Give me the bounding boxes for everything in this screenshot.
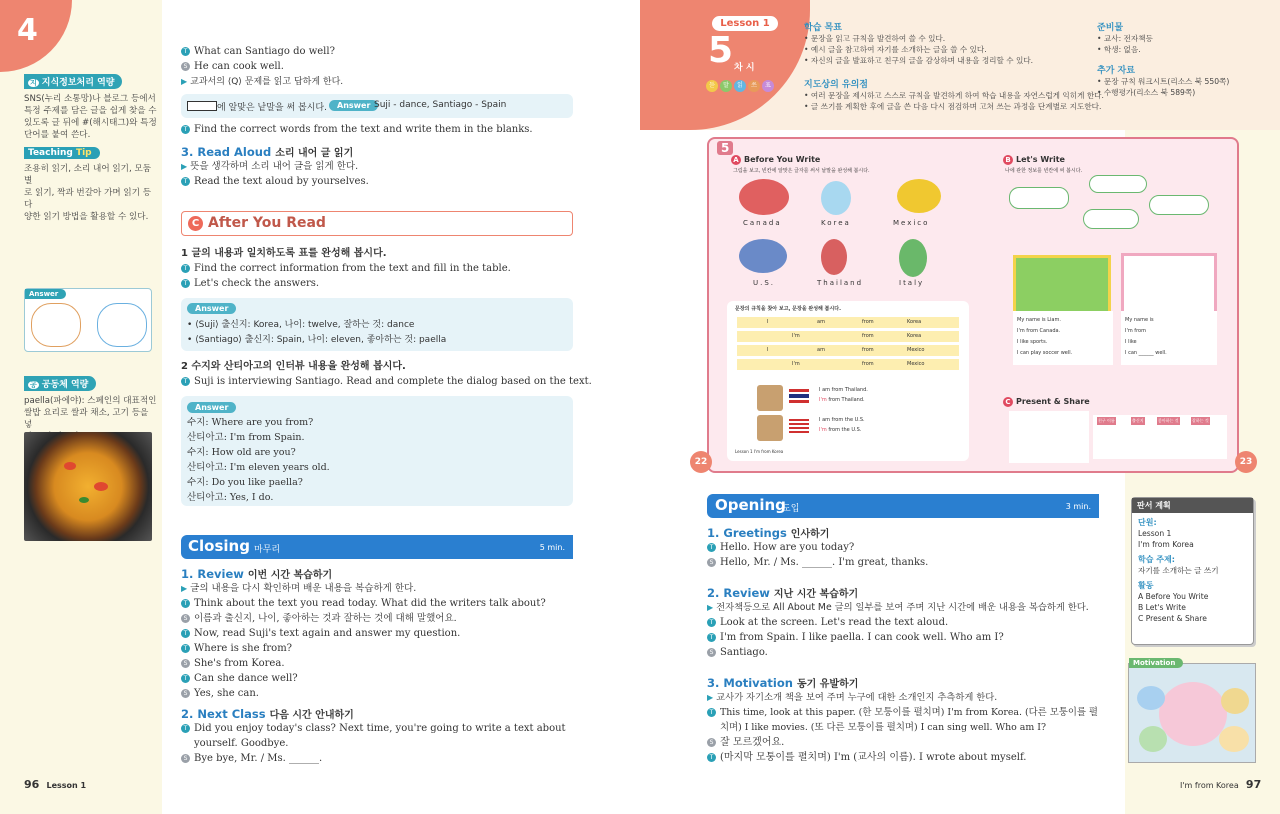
left-footer: 96 Lesson 1 <box>24 778 87 791</box>
next-class: 2. Next Class 다음 시간 안내하기 T Did you enjoy today's class? Next time, you're going to write a text about yourself. Goodbye. S Bye bye, Mr. / Ms. ______. <box>181 707 566 764</box>
learning-goals: 학습 목표 • 문장을 읽고 규칙을 발견하여 쓸 수 있다. • 예시 글을 참고하여 자기를 소개하는 글을 쓸 수 있다. • 자신의 글을 발표하고 친구의 글을 감상하며 내용을 정리할 수 있다. <box>804 23 1034 65</box>
read-aloud: 3. Read Aloud 소리 내어 글 읽기 ▶ 뜻을 생각하며 소리 내어 글을 읽게 한다. T Read the text aloud by yourselves. <box>181 145 369 187</box>
skill-icons: 듣 말 읽 쓰 표 <box>706 80 778 94</box>
teaching-notes: 지도상의 유의점 • 여러 문장을 제시하고 스스로 규칙을 발견하게 하여 학습 내용을 자연스럽게 익히게 한다. • 글 쓰기를 계획한 후에 글을 쓴 다음 다시 점검하며 고쳐 쓰는 과정을 단계별로 지도한다. <box>804 80 1104 111</box>
sidebar-note-2 <box>24 147 159 223</box>
sample-text: My name is Liam. I'm from Canada. I like sports. I can play soccer well. <box>1013 311 1113 365</box>
rule-row-1: I am from Korea <box>737 317 959 328</box>
competency-tag: 지 지식정보처리 역량 <box>24 74 122 89</box>
materials: 준비물 • 교사: 전자책등 • 학생: 없음. 추가 자료 • 문장 규칙 워크시트(리소스 북 550쪽) • 수행평가(리소스 북 589쪽) <box>1097 23 1230 97</box>
boy-illustration-1 <box>757 385 783 411</box>
soccer-picture <box>1013 255 1111 319</box>
share-picture <box>1009 411 1089 463</box>
opening-review: 2. Review 지난 시간 복습하기 ▶ 전자책등으로 All About Me 글의 일부를 보여 주며 지난 시간에 배운 내용을 복습하게 한다. T Look at the screen. Let's read the text aloud. T I'm from Spain. I like paella. I can cook well. Who am I? S Santiago. <box>707 586 1089 658</box>
boy-illustration-2 <box>757 415 783 441</box>
venn-left <box>31 303 81 347</box>
motivation-photo: Motivation <box>1128 663 1256 763</box>
q2-answer: Answer 수지: Where are you from? 산티아고: I'm from Spain. 수지: How old are you? 산티아고: I'm eleven years old. 수지: Do you like paella? 산티아고: Yes, I do. <box>181 396 573 506</box>
unit-number: 4 <box>17 13 38 48</box>
find-line: T Find the correct words from the text and write them in the blanks. <box>181 122 533 137</box>
community-tag: 공 공동체 역량 <box>24 376 96 391</box>
italy-map <box>899 239 927 277</box>
mind-map-node-1 <box>1009 187 1069 209</box>
greetings: 1. Greetings 인사하기 T Hello. How are you today? S Hello, Mr. / Ms. ______. I'm great, thanks. <box>707 526 929 568</box>
board-plan: 판서 계획 단원: Lesson 1 I'm from Korea 학습 주제: 자기를 소개하는 글 쓰기 활동 A Before You Write B Let's Write C Present & Share <box>1131 497 1254 645</box>
closing-bar: Closing 마무리 5 min. <box>181 535 573 559</box>
us-flag <box>789 419 809 433</box>
top-dialog: T What can Santiago do well? S He can cook well. ▶ 교과서의 ⟨Q⟩ 문제를 읽고 답하게 한다. <box>181 46 344 87</box>
opening-bar: Opening 도입 3 min. <box>707 494 1099 518</box>
closing-review: 1. Review 이번 시간 복습하기 ▶ 글의 내용을 다시 확인하며 배운 내용을 복습하게 한다. T Think about the text you read today. What did the writers talk about? S 이름과 출신지, 나이, 좋아하는 것과 잘하는 것에 대해 말했어요. T Now, read Suji's text again and answer my question. T Where is she from? S She's from Korea. T Can she dance well? S Yes, she can. <box>181 567 546 699</box>
canada-map <box>739 179 789 215</box>
motivation-section: 3. Motivation 동기 유발하기 ▶ 교사가 자기소개 책을 보여 주며 누구에 대한 소개인지 추측하게 한다. T This time, look at this paper. (한 모퉁이를 펼치며) I'm from Korea. (다른 모퉁이를 펼 치며) I like movies. (또 다른 모퉁이를 펼치며) I can sing well. Who am I? S 잘 모르겠어요. T (마지막 모퉁이를 펼치며) I'm (교사의 이름). I wrote about myself. <box>707 676 1098 763</box>
question-1: 1 글의 내용과 일치하도록 표를 완성해 봅시다. T Find the correct information from the text and fill in the table. T Let's check the answers. <box>181 248 511 289</box>
textbook-preview: 5 A Before You Write 그림을 보고, 빈칸에 알맞은 글자를 써서 낱말을 완성해 봅시다. Canada Korea Mexico U.S. Thailand Italy 문장의 규칙을 찾아 보고, 문장을 완성해 봅시다. I am from Korea I'm from Korea I am from Mexico I'm from Mexico I am from Thailand. I'm from Thailand. I am from the U.S. I'm from the U.S. Lesson 1 I'm from Korea B Let's Write 나에 관한 정보를 빈칸에 써 봅시다. My name is Liam. I'm from Canada. I like sports. I can play soccer well. My name is I'm from I like I can ______ well. C Present & Share 친구 이름 출신지 좋아하는 것 잘하는 것 <box>707 137 1239 473</box>
after-you-read-header: C After You Read <box>181 211 573 236</box>
mind-map-node-4 <box>1083 209 1139 229</box>
korea-map <box>821 181 851 215</box>
thailand-map <box>821 239 847 275</box>
us-map <box>739 239 787 273</box>
sidebar-text-1: SNS(누리 소통망)나 블로그 등에서 특정 주제를 담은 글을 쉽게 찾을 수 있도록 글 뒤에 #(해시태그)와 특정 단어를 붙여 쓴다. <box>24 94 157 140</box>
self-intro-book <box>1159 682 1227 746</box>
mind-map-node-2 <box>1089 175 1147 193</box>
sidebar-answer-card <box>24 288 152 352</box>
rules-panel: 문장의 규칙을 찾아 보고, 문장을 완성해 봅시다. I am from Korea I'm from Korea I am from Mexico I'm from Mexico I am from Thailand. I'm from Thailand. I am from the U.S. I'm from the U.S. Lesson 1 I'm from Korea <box>727 301 969 461</box>
rule-row-3: I am from Mexico <box>737 345 959 356</box>
venn-right <box>97 303 147 347</box>
share-table: 친구 이름 출신지 좋아하는 것 잘하는 것 <box>1093 415 1227 459</box>
fill-in-text: My name is I'm from I like I can ______ well. <box>1121 311 1217 365</box>
thailand-flag <box>789 389 809 403</box>
lesson-badge: Lesson 1 5 차 시 <box>712 16 778 88</box>
rule-row-4: I'm from Mexico <box>737 359 959 370</box>
q1-answer: Answer • ⟨Suji⟩ 출신지: Korea, 나이: twelve, 잘하는 것: dance • ⟨Santiago⟩ 출신지: Spain, 나이: eleven, 좋아하는 것: paella <box>181 298 573 351</box>
sidebar-text-3: paella(파에야): 스페인의 대표적인 쌀밥 요리로 쌀과 채소, 고기 등을 넣 <box>24 396 157 430</box>
rule-row-2: I'm from Korea <box>737 331 959 342</box>
answer-tag: Answer <box>25 289 66 299</box>
textbook-page-left: 22 <box>690 451 712 473</box>
mexico-map <box>897 179 941 213</box>
teaching-tip-tag: Teaching Tip <box>24 147 100 159</box>
sidebar-note-1 <box>24 74 159 141</box>
question-2: 2 수지와 산티아고의 인터뷰 내용을 완성해 봅시다. T Suji is interviewing Santiago. Read and complete the dialog based on the text. <box>181 361 592 387</box>
blank-answer-box: 에 알맞은 낱말을 써 봅시다. Answer Suji - dance, Santiago - Spain <box>181 94 573 118</box>
right-footer: I'm from Korea 97 <box>1180 778 1262 791</box>
sidebar-text-2: 조용히 읽기, 소리 내어 읽기, 모둠별 로 읽기, 짝과 번갈아 가며 읽기 등 다 양한 읽기 방법을 활용할 수 있다. <box>24 164 152 222</box>
mind-map-node-3 <box>1149 195 1209 215</box>
paella-photo <box>24 432 152 541</box>
textbook-page-right: 23 <box>1235 451 1257 473</box>
